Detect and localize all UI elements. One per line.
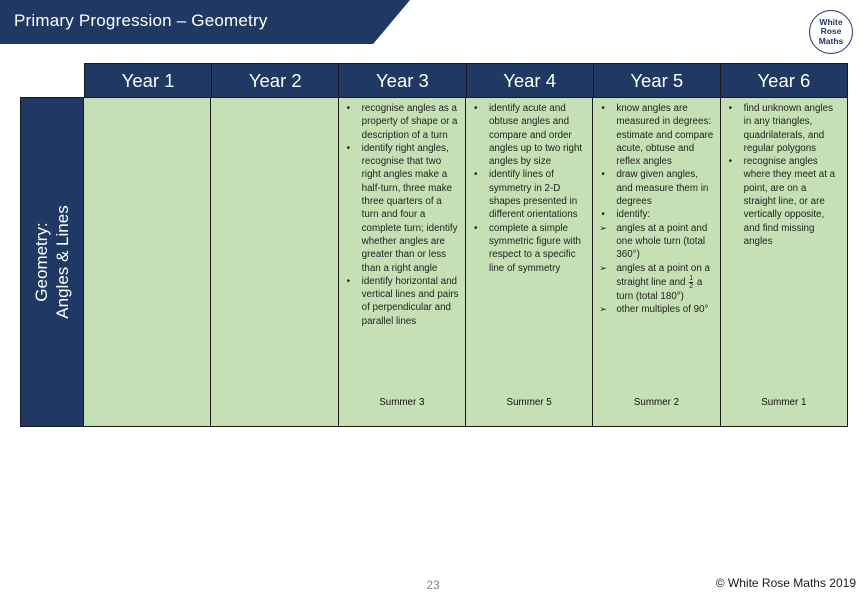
list-item: • find unknown angles in any triangles, quadrilaterals, and regular polygons (727, 102, 841, 155)
year-6-objectives (727, 102, 841, 248)
list-item: • complete a simple symmetric figure with respect to a specific line of symmetry (472, 222, 586, 275)
year-3-header: Year 3 (339, 64, 466, 97)
copyright-notice: © White Rose Maths 2019 (715, 576, 856, 590)
page-title: Primary Progression – Geometry (14, 11, 268, 30)
sub-list-item (599, 262, 713, 304)
year-3-term: Summer 3 (379, 396, 425, 408)
year-3-cell (339, 98, 466, 426)
year-4-objectives (472, 102, 586, 275)
list-item: • identify horizontal and vertical lines and pairs of perpendicular and parallel lines (345, 275, 459, 328)
year-6-term: Summer 1 (761, 396, 807, 408)
sub-list-item: ➢ other multiples of 90° (599, 303, 713, 316)
year-5-header: Year 5 (594, 64, 721, 97)
year-5-objectives (599, 102, 713, 316)
list-item: • recognise angles as a property of shape or a description of a turn (345, 102, 459, 142)
list-item: • know angles are measured in degrees: estimate and compare acute, obtuse and reflex angles (599, 102, 713, 168)
year-1-cell (84, 98, 211, 426)
half-fraction (689, 275, 693, 290)
year-4-cell (466, 98, 593, 426)
year-2-cell (211, 98, 338, 426)
year-4-term: Summer 5 (506, 396, 552, 408)
year-4-header: Year 4 (467, 64, 594, 97)
sub-item-text: a turn (total 180°) (616, 276, 703, 302)
angles-lines-row (20, 97, 848, 427)
year-2-header: Year 2 (212, 64, 339, 97)
logo-line-1: White (819, 16, 843, 27)
list-item: • identify: (599, 208, 713, 221)
year-6-header: Year 6 (721, 64, 848, 97)
sub-list-item: ➢ angles at a point and one whole turn (total 360°) (599, 222, 713, 262)
list-item: • identify lines of symmetry in 2-D shapes presented in different orientations (472, 168, 586, 221)
year-3-objectives (345, 102, 459, 328)
year-5-cell (593, 98, 720, 426)
year-1-header: Year 1 (85, 64, 212, 97)
strand-label-line-2: Angles & Lines (53, 205, 72, 319)
fraction-numerator: 1 (689, 274, 694, 282)
logo-line-3: Maths (818, 35, 844, 46)
list-item: • draw given angles, and measure them in degrees (599, 168, 713, 208)
strand-label-cell (21, 98, 84, 426)
list-item: • identify right angles, recognise that two right angles make a half-turn, three make three quarters of a turn and four a complete turn; identify whether angles are greater than or less than a right angle (345, 142, 459, 275)
page-number: 23 (426, 578, 440, 592)
list-item: • recognise angles where they meet at a point, are on a straight line, or are vertically opposite, and find missing angles (727, 155, 841, 248)
strand-label-line-1: Geometry: (32, 222, 51, 302)
year-6-cell (721, 98, 847, 426)
strand-label (31, 205, 73, 318)
year-header-row (84, 63, 848, 97)
list-item: • identify acute and obtuse angles and compare and order angles up to two right angles by size (472, 102, 586, 168)
white-rose-maths-logo (809, 10, 853, 54)
logo-line-2: Rose (820, 26, 842, 37)
fraction-denominator: 2 (689, 282, 694, 290)
year-5-term: Summer 2 (633, 396, 680, 408)
sub-item-text: angles at a point on a straight line and (616, 262, 711, 288)
